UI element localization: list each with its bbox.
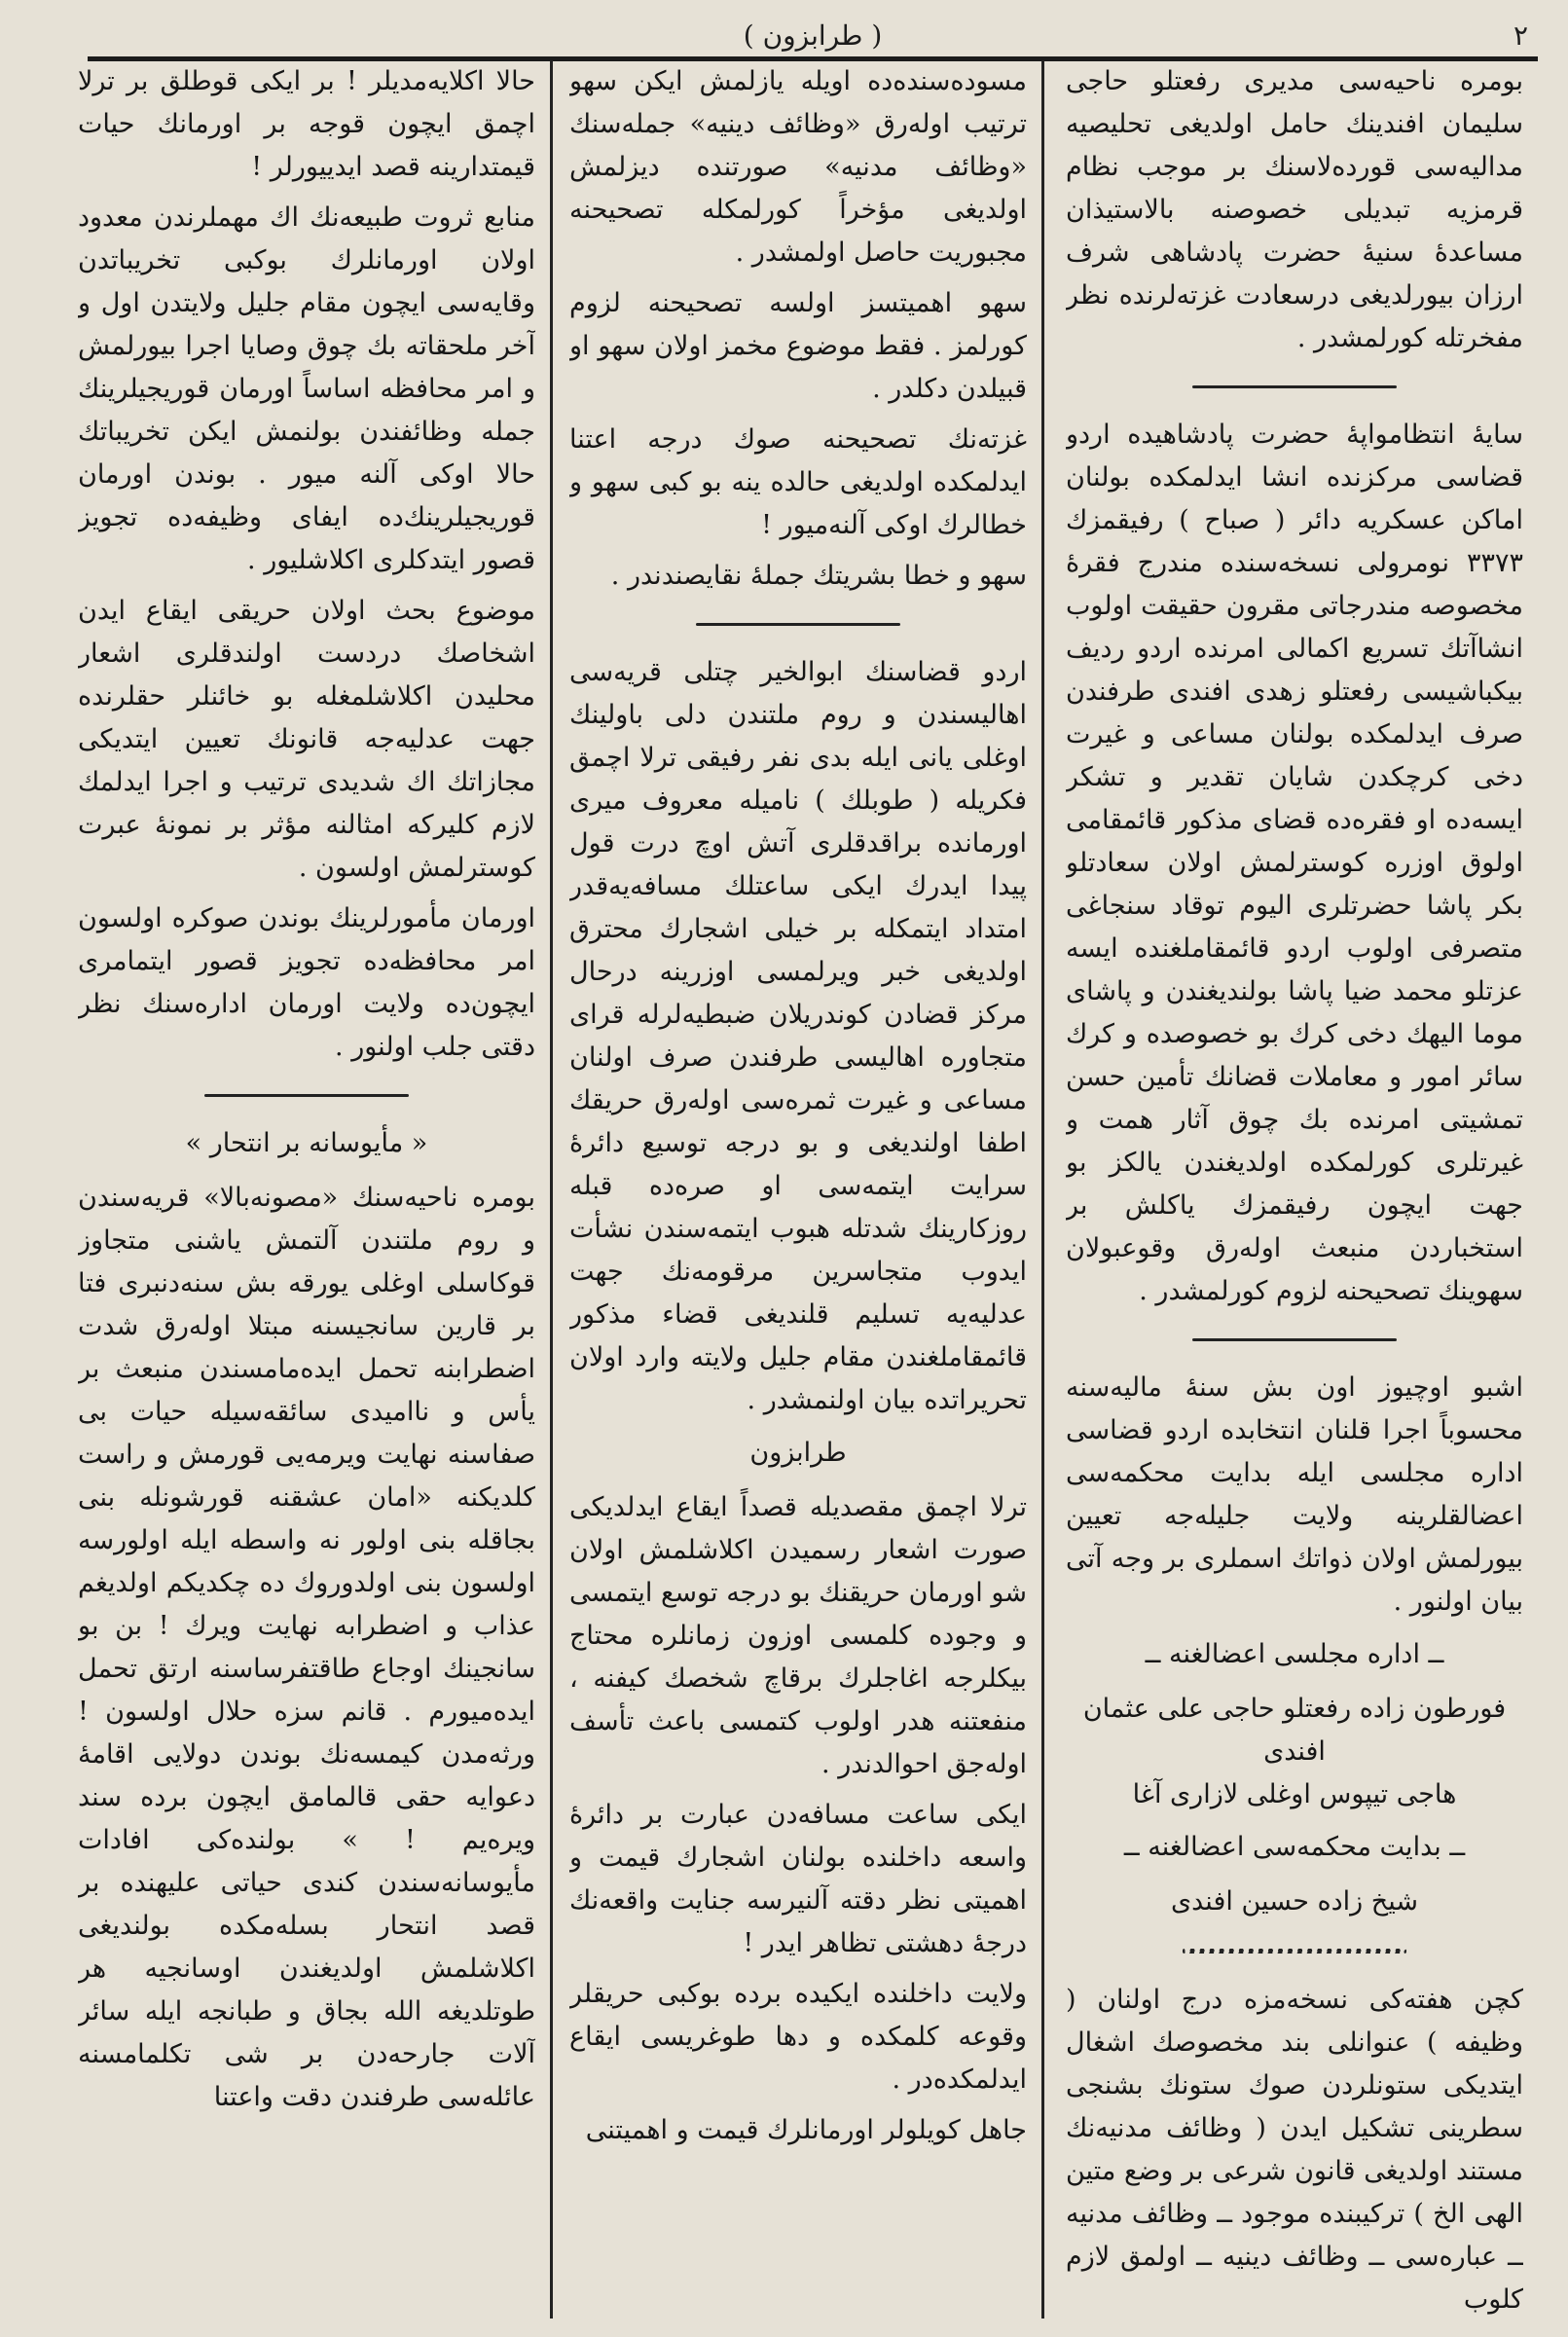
article-divider — [696, 623, 900, 626]
page-number: ٢ — [1513, 19, 1528, 52]
masthead-title: ( طرابزون ) — [743, 19, 883, 52]
article-paragraph: اردو قضاسنك ابوالخیر چتلی قریه‌سی اهالیسندن و روم ملتندن دلی باولینك اوغلی یانی ایله بدی نفر رفیقی ترلا اچمق فکریله ( طوبلك ) نامیله معروف میری اورمانده براقدقلری آتش اوچ درت قول پیدا ایدرك ایکی ساعتلك مسافه‌یه‌قدر امتداد ایتمکله بر خیلی اشجارك محترق اولدیغی خبر ویرلمسی اوزرینه درحال مرکز قضادن کوندریلان ضبطیه‌لرله قرای متجاوره اهالیسی طرفندن صرف اولنان مساعی و غیرت ثمره‌سی اوله‌رق حریقك اطفا اولندیغی و بو درجه توسیع دائرهٔ سرایت ایتمه‌سی او صره‌ده قبله روزکارینك شدتله هبوب ایتمه‌سندن نشأت ایدوب متجاسرین مرقومه‌نك جهت عدلیه‌یه تسلیم قلندیغی قضاء مذکور قائمقاملغندن مقام جلیل ولایته وارد اولان تحریراتده بیان اولنمشدر . — [569, 657, 1027, 1415]
article-divider — [1192, 1338, 1397, 1341]
article-correction-continued — [569, 60, 1027, 598]
article-paragraph: ولایت داخلنده ایکیده برده بوکبی حریقلر وقوعه کلمکده و دها طوغریسی ایقاع ایدلمکده‌در . — [569, 1979, 1027, 2095]
article-divider — [1192, 385, 1397, 388]
subheading-court: ــ بدایت محکمه‌سی اعضالغنه ــ — [1123, 1832, 1466, 1862]
article-paragraph: سهو اهمیتسز اولسه تصحیحنه لزوم کورلمز . فقط موضوع مخمز اولان سهو او قبیلدن دکلدر . — [569, 288, 1027, 404]
article-paragraph: سهو و خطا بشریتك جملهٔ نقایصندندر . — [610, 561, 1027, 591]
article-paragraph: منابع ثروت طبیعه‌نك اك مهملرندن معدود اولان اورمانلرك بوکبی تخریباتدن وقایه‌سی ایچون مقام جلیل ولایتدن اول و آخر ملحقاته بك چوق وصایا اجرا بیورلمش و امر محافظه اساساً اورمان قوریجیلرینك جمله‌ وظائفندن بولنمش ایکن تخریباتك حالا اوکی آلنه میور . بوندن اورمان قوریجیلرینك‌ده ایفای وظیفه‌ده تجویز قصور ایتدکلری اکلاشلیور . — [78, 202, 535, 575]
article-divider — [204, 1094, 409, 1097]
article-forest-fire — [569, 651, 1027, 1422]
article-paragraph: بومره ناحیه‌سی مدیری رفعتلو حاجی سلیمان افندینك حامل اولدیغی تحلیصیه مدالیه‌سی قورده‌لاسنك بر موجب نظام قرمزیه تبدیلی خصوصنه بالاستیذان مساعدهٔ سنیهٔ حضرت پادشاهی شرف ارزان بیورلدیغی درسعادت غزته‌لرنده نظر مفخرتله کورلمشدر . — [1066, 66, 1523, 353]
member-name: فورطون زاده رفعتلو حاجی علی عثمان افندی — [1082, 1694, 1507, 1767]
article-divider — [1183, 1949, 1406, 1954]
article-election-results — [1066, 1367, 1523, 1923]
column-middle — [569, 60, 1027, 2319]
article-trabzon-commentary — [569, 1486, 1027, 2152]
names-admin-council — [1066, 1688, 1523, 1816]
article-suicide — [78, 1177, 535, 2119]
article-paragraph: ترلا اچمق مقصدیله قصداً ایقاع ایدلدیکی صورت اشعار رسمیدن اکلاشلمش اولان شو اورمان حریقنك بو درجه توسع ایتمسی و وجوده کلمسی اوزون زمانلره محتاج بیکلرجه اغاجلرك برقاچ شخصك کیفنه ، منفعتنه هدر اولوب کتمسی باعث تأسف اوله‌جق احوالدندر . — [569, 1492, 1027, 1779]
article-paragraph: سایهٔ انتظامواپهٔ حضرت پادشاهیده اردو قضاسی مرکزنده انشا ایدلمکده بولنان اماکن عسکریه دائر ( صباح ) رفیقمزك ٣٣٧٣ نومرولی نسخه‌سنده مندرج فقرهٔ مخصوصه مندرجاتی مقرون حقیقت اولوب انشاآتك تسریع اکمالی امرنده اردو ردیف بیکباشیسی رفعتلو زهدی افندی طرفندن صرف ایدلمکده بولنان مساعی و غیرت دخی کرچکدن شایان تقدیر و تشکر ایسه‌ده او فقره‌ده قضای مذکور قائمقامی اولوق اوزره کوسترلمش اولان سعادتلو بکر پاشا حضرتلری الیوم توقاد سنجاغی متصرفی اولوب اردو قائمقاملغنده ایسه عزتلو محمد ضیا پاشا بولندیغندن و پاشای موما الیهك دخی کرك بو خصوصده و کرك سائر امور و معاملات قضانك تأمین حسن تمشیتی امرنده بك چوق آثار همت و غیرتلری کورلمکده اولدیغندن یالکز بو جهت ایچون رفیقمزك یاکلش بر استخباردن منبعث اوله‌رق وقوعبولان سهوینك تصحیحنه لزوم کورلمشدر . — [1066, 420, 1523, 1306]
column-left — [78, 60, 535, 2319]
article-paragraph: اورمان مأمورلرینك بوندن صوکره اولسون امر محافظه‌ده تجویز قصور ایتمامری ایچون‌ده ولایت اورمان اداره‌سنك نظر دقتی جلب اولنور . — [78, 903, 535, 1062]
column-right — [1066, 60, 1523, 2319]
article-paragraph: کچن هفته‌کی نسخه‌مزه درج اولنان ( وظیفه ) عنوانلی بند مخصوصك اشغال ایتدیکی ستونلردن صوك ستونك بشنجی سطرینی تشکیل ایدن ( وظائف مدنیه‌نك مستند اولدیغی قانون شرعی بر وضع متین الهی الخ ) ترکیبنده موجود ــ وظائف مدنیه ــ عباره‌سی ــ وظائف دینیه ــ اولمق لازم کلوب — [1066, 1985, 1523, 2315]
article-paragraph: جاهل کویلولر اورمانلرك قیمت و اهمیتنی — [585, 2115, 1027, 2145]
article-paragraph: ایکی ساعت مسافه‌دن عبارت بر دائرهٔ واسعه داخلنده بولنان اشجارك قیمت و اهمیتی نظر دقته آلنیرسه جنایت واقعه‌نك درجهٔ دهشتی تظاهر ایدر ! — [569, 1800, 1027, 1958]
article-paragraph: حالا اکلایه‌مدیلر ! بر ایکی قوطلق بر ترلا اچمق ایچون قوجه بر اورمانك حیات قیمتدارینه قصد ایدییورلر ! — [78, 66, 535, 182]
article-paragraph: اشبو اوچیوز اون بش سنهٔ مالیه‌سنه محسوباً اجرا قلنان انتخابده اردو قضاسی اداره مجلسی ایله بدایت محکمه‌سی اعضالقلرینه ولایت جلیله‌جه تعیین بیورلمش اولان ذواتك اسملری بر وجه آتی بیان اولنور . — [1066, 1372, 1523, 1617]
member-name: هاجی تیپوس اوغلی لازاری آغا — [1132, 1779, 1457, 1809]
names-court — [1066, 1881, 1523, 1923]
article-paragraph: بومره ناحیه‌سنك «مصونه‌بالا» قریه‌سندن و روم ملتندن آلتمش یاشنی متجاوز قوکاسلی اوغلی یورقه بش سنه‌دنبری فتا بر قارین سانجیسنه مبتلا اوله‌رق شدت اضطرابنه تحمل ایده‌مامسندن منبعث بر یأس و ناامیدی سائقه‌سیله حیات بی صفاسنه نهایت ویرمه‌یی قورمش و راست کلدیکنه «امان عشقنه قورشونله بنی بجاقله بنی اولور نه واسطه ایله اولورسه اولسون بنی اولدوروك ده چکدیکم اولدیغم عذاب و اضطرابه نهایت ویرك ! بن بو سانجینك اوجاع طاقتفرساسنه ارتق تحمل ایده‌میورم . قانم سزه حلال اولسون ! ورثه‌مدن کیمسه‌نك بوندن دولایی اقامهٔ دعوایه حقی قالمامق ایچون برده سند ویرەیم ! » بولنده‌کی افادات مأیوسانه‌سندن کندی حیاتی علیهنده بر قصد انتحار بسله‌مکده بولندیغی اکلاشلمش اولدیغندن اوسانجیه هر طوتلدیغه الله بجاق و طبانجه ایله سائر آلات جارحه‌دن بر شی تکلمامسنه عائله‌سی طرفندن دقت واعتنا — [78, 1183, 535, 2112]
subheading-admin-council: ــ اداره مجلسی اعضالغنه ــ — [1145, 1639, 1444, 1669]
masthead — [88, 18, 1538, 61]
column-rule — [1041, 60, 1044, 2319]
column-rule — [550, 60, 553, 2319]
article-forest-commentary — [78, 60, 535, 1069]
article-paragraph: موضوع بحث اولان حریقی ایقاع ایدن اشخاصك دردست اولندقلری اشعار محلیدن اکلاشلمغله بو خائنلر حقلرنده جهت عدلیه‌جه قانونك تعیین ایتدیکی مجازاتك اك شدیدی ترتیب و اجرا ایدلمك لازم کلیرکه امثالنه مؤثر بر نمونهٔ عبرت کوسترلمش اولسون . — [78, 596, 535, 883]
section-heading-trabzon: طرابزون — [749, 1438, 847, 1468]
article-military-buildings — [1066, 414, 1523, 1313]
article-paragraph: مسوده‌سنده‌ده اویله یازلمش ایکن سهو ترتیب اوله‌رق «وظائف دینیه» جمله‌سنك «وظائف مدنیه» صورتنده دیزلمش اولدیغی مؤخراً کورلمکله تصحیحنه مجبوریت حاصل اولمشدر . — [569, 66, 1027, 268]
member-name: شیخ زاده حسین افندی — [1171, 1886, 1418, 1917]
article-heading-suicide: « مأیوسانه بر انتحار » — [185, 1128, 428, 1158]
article-correction — [1066, 1979, 1523, 2319]
article-paragraph: غزته‌نك تصحیحنه صوك درجه اعتنا ایدلمکده اولدیغی حالده ینه بو کبی سهو و خطالرك اوکی آلنه‌میور ! — [569, 424, 1027, 540]
article-medal-ribbon — [1066, 60, 1523, 360]
